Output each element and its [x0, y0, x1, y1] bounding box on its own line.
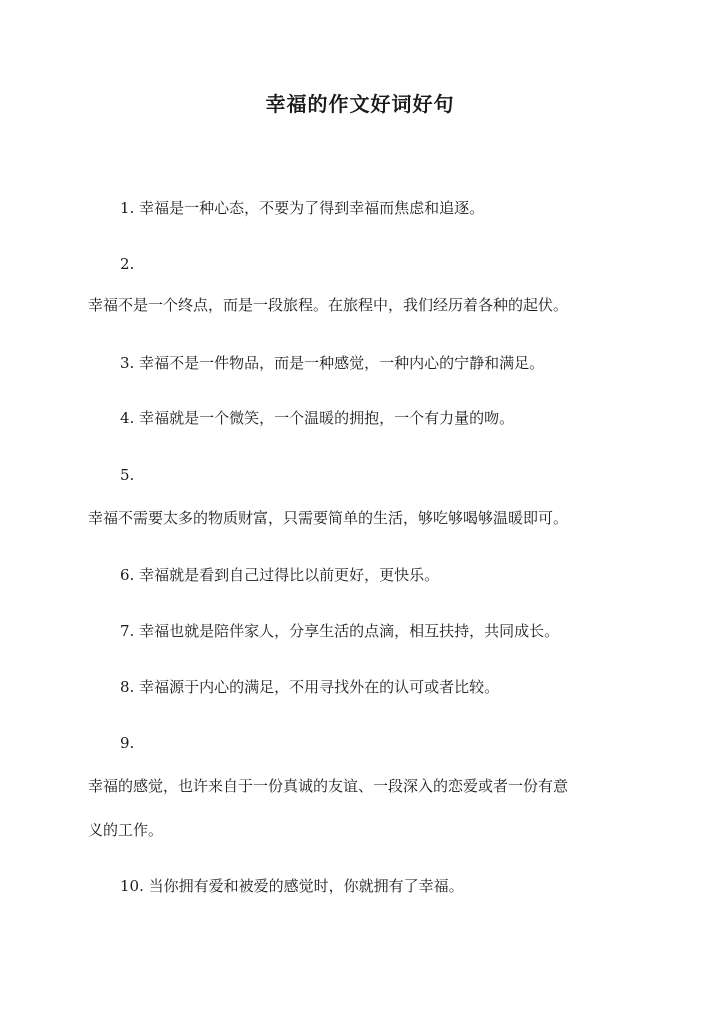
- item-9-number: 9.: [120, 734, 135, 752]
- item-7: 7. 幸福也就是陪伴家人，分享生活的点滴，相互扶持，共同成长。: [120, 622, 560, 640]
- item-2-text: 幸福不是一个终点，而是一段旅程。在旅程中，我们经历着各种的起伏。: [88, 296, 569, 314]
- item-8: 8. 幸福源于内心的满足，不用寻找外在的认可或者比较。: [120, 678, 500, 696]
- item-6: 6. 幸福就是看到自己过得比以前更好，更快乐。: [120, 566, 440, 584]
- item-9-text-line-2: 义的工作。: [88, 821, 164, 839]
- item-9-text-line-1: 幸福的感觉，也许来自于一份真诚的友谊、一段深入的恋爱或者一份有意: [88, 777, 569, 795]
- item-5-text: 幸福不需要太多的物质财富，只需要简单的生活，够吃够喝够温暖即可。: [88, 509, 569, 527]
- item-2-number: 2.: [120, 255, 135, 273]
- item-1: 1. 幸福是一种心态，不要为了得到幸福而焦虑和追逐。: [120, 199, 485, 217]
- item-10: 10. 当你拥有爱和被爱的感觉时，你就拥有了幸福。: [120, 877, 464, 895]
- page-title: 幸福的作文好词好句: [265, 92, 455, 116]
- item-3: 3. 幸福不是一件物品，而是一种感觉，一种内心的宁静和满足。: [120, 354, 545, 372]
- item-5-number: 5.: [120, 466, 135, 484]
- item-4: 4. 幸福就是一个微笑，一个温暖的拥抱，一个有力量的吻。: [120, 409, 515, 427]
